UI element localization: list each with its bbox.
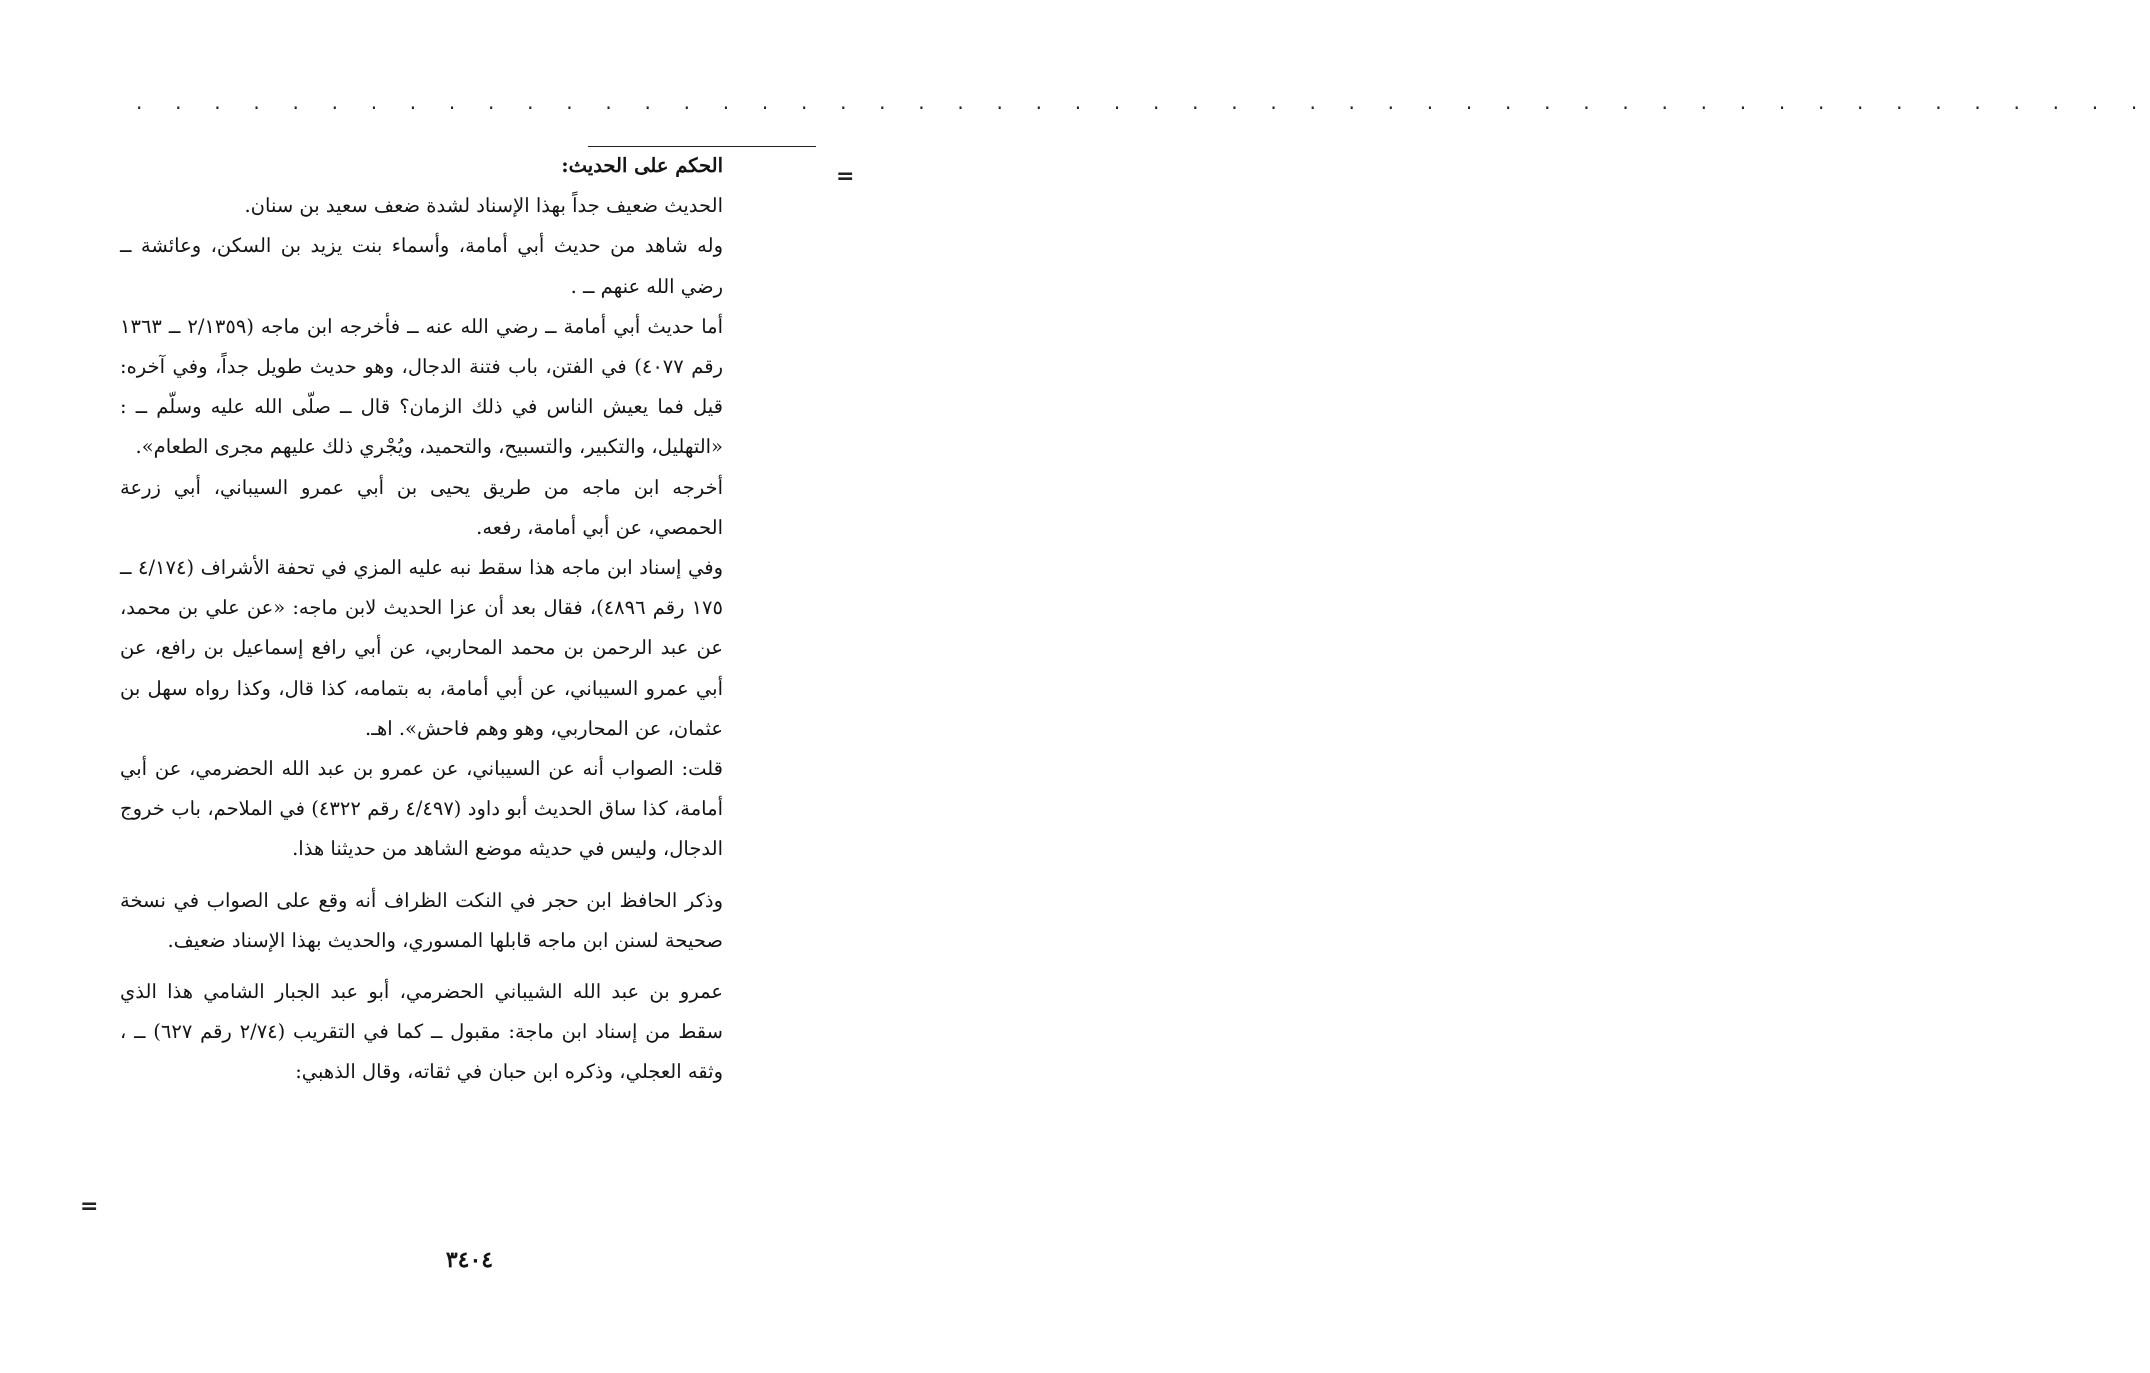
dotted-separator: . . . . . . . . . . . . . . . . . . . . . . . . . . . . . . . . . . . . . . . . . . . . . . . . . . . .: [136, 90, 2150, 114]
section-heading: الحكم على الحديث:: [561, 154, 723, 177]
paragraph-abu-umama: أما حديث أبي أمامة ــ رضي الله عنه ــ فأخرجه ابن ماجه (٢/١٣٥٩ ــ ١٣٦٣ رقم ٤٠٧٧) في الفتن، باب فتنة الدجال، وهو حديث طويل جداً، وفي آخره: قيل فما يعيش الناس في ذلك الزمان؟ قال ــ صلّى الله عليه وسلّم ــ : «التهليل، والتكبير، والتسبيح، والتحميد، ويُجْري ذلك عليهم مجرى الطعام».: [120, 314, 724, 459]
continuation-mark-bottom: =: [80, 1194, 99, 1219]
continuation-mark-top: =: [836, 164, 855, 189]
paragraph-ibn-majah-route: أخرجه ابن ماجه من طريق يحيى بن أبي عمرو السيباني، أبي زرعة الحمصي، عن أبي أمامة، رفعه.: [120, 475, 723, 539]
paragraph-mizzi-note: وفي إسناد ابن ماجه هذا سقط نبه عليه المزي في تحفة الأشراف (٤/١٧٤ ــ ١٧٥ رقم ٤٨٩٦)، فقال بعد أن عزا الحديث لابن ماجه: «عن علي بن محمد، عن عبد الرحمن بن محمد المحاربي، عن أبي رافع إسماعيل بن رافع، عن أبي عمرو السيباني، عن أبي أمامة، به بتمامه، كذا قال، وكذا رواه سهل بن عثمان، عن المحاربي، وهو وهم فاحش». اهـ.: [120, 556, 723, 740]
main-text: [120, 146, 723, 1093]
page-number: ٣٤٠٤: [445, 1247, 494, 1273]
paragraph-ibn-hajar: وذكر الحافظ ابن حجر في النكت الظراف أنه وقع على الصواب في نسخة صحيحة لسنن ابن ماجه قابلها المسوري، والحديث بهذا الإسناد ضعيف.: [120, 888, 723, 952]
paragraph-correction: قلت: الصواب أنه عن السيباني، عن عمرو بن عبد الله الحضرمي، عن أبي أمامة، كذا ساق الحديث أبو داود (٤/٤٩٧ رقم ٤٣٢٢) في الملاحم، باب خروج الدجال، وليس في حديثه موضع الشاهد من حديثنا هذا.: [120, 757, 723, 861]
paragraph-witnesses: وله شاهد من حديث أبي أمامة، وأسماء بنت يزيد بن السكن، وعائشة ــ رضي الله عنهم ــ .: [120, 234, 723, 298]
paragraph-amr-biography: عمرو بن عبد الله الشيباني الحضرمي، أبو عبد الجبار الشامي هذا الذي سقط من إسناد ابن ماجة: مقبول ــ كما في التقريب (٢/٧٤ رقم ٦٢٧) ــ ، وثقه العجلي، وذكره ابن حبان في ثقاته، وقال الذهبي:: [120, 980, 723, 1084]
paragraph-ruling: الحديث ضعيف جداً بهذا الإسناد لشدة ضعف سعيد بن سنان.: [244, 194, 723, 218]
